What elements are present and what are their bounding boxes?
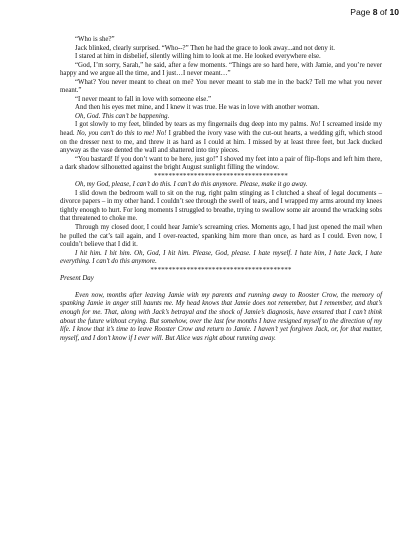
paragraph-who-is-she: “Who is she?” <box>75 36 115 43</box>
page-number <box>350 7 399 17</box>
paragraph-cant-be-happening: Oh, God. This can’t be happening. <box>75 112 170 120</box>
paragraph-god-sorry: “God, I’m sorry, Sarah,” he said, after a few moments. “Things are so hard here, with Jamie, and you’re never happy and we argue all the time, and I just…I never meant…” <box>60 61 382 78</box>
threw-vase-text-c: I screamed inside my head. <box>60 121 382 138</box>
paragraph-you-bastard: “You bastard! If you don’t want to be here, just go!” I shoved my feet into a pair of flip-flops and left him there, a dark shadow silhouetted against the bright August sunlight filling the window. <box>60 155 382 172</box>
document-body <box>60 36 382 343</box>
scene-separator: *************************************** <box>150 266 292 274</box>
paragraph-i-hit-him: I hit him. I hit him. Oh, God, I hit him. Please, God, please. I hate myself. I hate him, I hate Jack, I hate everything. I can’t do this anymore. <box>60 249 382 266</box>
scene-separator: ************************************* <box>153 172 288 180</box>
section-title: Present Day <box>60 275 94 283</box>
page-number-of: of <box>377 7 390 17</box>
paragraph-never-meant: “What? You never meant to cheat on me? You never meant to stab me in the back? Tell me what you never meant.” <box>60 78 382 95</box>
threw-vase-text-b: No! <box>310 121 321 129</box>
page-number-prefix: Page <box>350 7 373 17</box>
threw-vase-text-a: I got slowly to my feet, blinded by tears as my fingernails dug deep into my palms. <box>75 121 311 129</box>
threw-vase-text-d: No, you can’t do this to me! No! <box>76 130 167 138</box>
paragraph-jack-blinked: Jack blinked, clearly surprised. “Who--?” Then he had the grace to look away...and not deny it. <box>75 44 335 52</box>
paragraph-present-day: Even now, months after leaving Jamie with my parents and running away to Rooster Crow, the memory of spanking Jamie in anger still haunts me. My head knows that Jamie does not remember, but I remember, and that’s enough for me. That, along with Jack’s betrayal and the shock of Jamie’s diagnosis, have ensured that I can’t think about the future without crying. But somehow, over the last few months I have resigned myself to the direction of my life. I know that it’s time to leave Rooster Crow and return to Jamie. I haven’t yet forgiven Jack, or, for that matter, myself, and I don’t know if I ever will. But Alice was right about running away. <box>60 291 382 342</box>
page-number-total: 10 <box>389 7 399 17</box>
paragraph-eyes-met: And then his eyes met mine, and I knew it was true. He was in love with another woman. <box>75 104 320 112</box>
page-number-current: 8 <box>372 7 378 17</box>
paragraph-make-it-go-away: Oh, my God, please, I can’t do this. I can’t do this anymore. Please, make it go away. <box>75 181 308 189</box>
paragraph-closed-door: Through my closed door, I could hear Jamie’s screaming cries. Moments ago, I had just opened the mail when he pulled the cat’s tail again, and I over-reacted, spanking him more than once, as hard as I could. Even now, I couldn’t believe that I did it. <box>60 224 382 249</box>
paragraph-threw-vase <box>60 121 382 155</box>
threw-vase-text-e: I grabbed the ivory vase with the cut-out hearts, a wedding gift, which stood on the dresser next to me, and threw it as hard as I could at him. I missed by at least three feet, but Jack ducked anyway as the vase dented the wall and shattered into tiny pieces. <box>60 130 382 155</box>
paragraph-fall-in-love: “I never meant to fall in love with someone else.” <box>75 95 212 103</box>
paragraph-stared: I stared at him in disbelief, silently willing him to look at me. He looked everywhere else. <box>75 53 321 61</box>
paragraph-slid-down-wall: I slid down the bedroom wall to sit on the rug, right palm stinging as I clutched a sheaf of legal documents – divorce papers – in my other hand. I couldn’t see through the swell of tears, and I wrapped my arms around my knees tightly enough to hurt. For long moments I struggled to breathe, trying to swallow some air around the wracking sobs that threatened to choke me. <box>60 189 382 223</box>
